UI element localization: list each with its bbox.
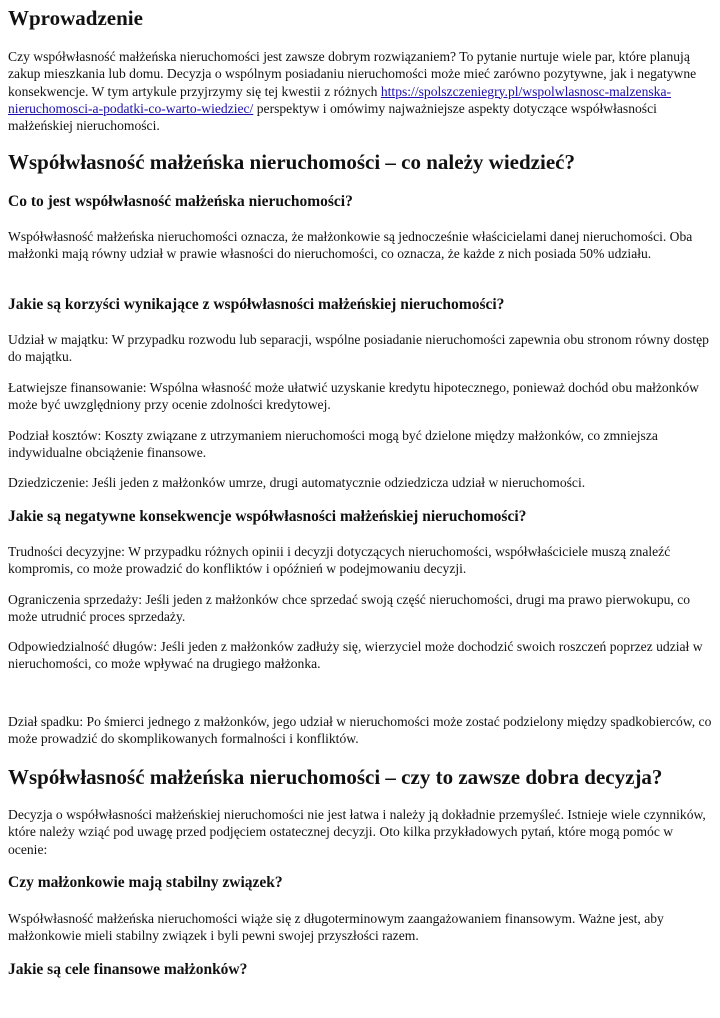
benefit-paragraph: Łatwiejsze finansowanie: Wspólna własność może ułatwić uzyskanie kredytu hipotecznego, ponieważ dochód obu małżonków może być uwzględniony przy ocenie zdolności kredytowej.	[8, 380, 699, 413]
sub3-heading: Jakie są negatywne konsekwencje współwłasności małżeńskiej nieruchomości?	[8, 508, 527, 525]
drawback-paragraph: Odpowiedzialność długów: Jeśli jeden z małżonków zadłuży się, wierzyciel może dochodzić swoich roszczeń poprzez udział w nieruchomości, co może wpływać na drugiego małżonka.	[8, 639, 703, 672]
drawback-paragraph: Trudności decyzyjne: W przypadku różnych opinii i decyzji dotyczących nieruchomości, współwłaściciele muszą znaleźć kompromis, co może prowadzić do konfliktów i opóźnień w podejmowaniu decyzji.	[8, 544, 671, 577]
sub1-paragraph: Współwłasność małżeńska nieruchomości oznacza, że małżonkowie są jednocześnie właścicielami danej nieruchomości. Oba małżonki mają równy udział w prawie własności do nieruchomości, co oznacza, że każde z nich posiada 50% udziału.	[8, 229, 693, 262]
benefit-paragraph: Udział w majątku: W przypadku rozwodu lub separacji, wspólne posiadanie nieruchomości zapewnia obu stronom równy dostęp do majątku.	[8, 332, 709, 365]
q1-paragraph: Współwłasność małżeńska nieruchomości wiąże się z długoterminowym zaangażowaniem finansowym. Ważne jest, aby małżonkowie mieli stabilny związek i byli pewni swojej przyszłości razem.	[8, 911, 664, 944]
article-link[interactable]: https://spolszczeniegry.pl/wspolwlasnosc-malzenska-nieruchomosci-a-podatki-co-warto-wiedziec/	[8, 83, 672, 116]
intro-heading: Wprowadzenie	[8, 6, 143, 30]
section1-heading: Współwłasność małżeńska nieruchomości – co należy wiedzieć?	[8, 150, 575, 174]
section2-paragraph: Decyzja o współwłasności małżeńskiej nieruchomości nie jest łatwa i należy ją dokładnie przemyśleć. Istnieje wiele czynników, które należy wziąć pod uwagę przed podjęciem ostatecznej decyzji. Oto kilka przykładowych pytań, które mogą pomóc w ocenie:	[8, 807, 706, 857]
q1-heading: Czy małżonkowie mają stabilny związek?	[8, 874, 283, 891]
drawback-paragraph: Dział spadku: Po śmierci jednego z małżonków, jego udział w nieruchomości może zostać podzielony między spadkobierców, co może prowadzić do skomplikowanych formalności i konfliktów.	[8, 714, 712, 747]
benefit-paragraph: Podział kosztów: Koszty związane z utrzymaniem nieruchomości mogą być dzielone między małżonków, co zmniejsza indywidualne obciążenie finansowe.	[8, 428, 658, 461]
intro-paragraph	[8, 48, 714, 134]
drawback-paragraph: Ograniczenia sprzedaży: Jeśli jeden z małżonków chce sprzedać swoją część nieruchomości, drugi ma prawo pierwokupu, co może utrudnić proces sprzedaży.	[8, 592, 691, 625]
intro-text: Czy współwłasność małżeńska nieruchomości jest zawsze dobrym rozwiązaniem? To pytanie nurtuje wiele par, które planują zakup mieszkania lub domu. Decyzja o wspólnym posiadaniu nieruchomości może mieć zarówno pozytywne, jak i negatywne konsekwencje. W tym artykule przyjrzymy się tej kwestii z różnych	[8, 49, 697, 99]
intro-text-end: perspektyw i omówimy najważniejsze aspekty dotyczące współwłasności małżeńskiej nieruchomości.	[8, 100, 657, 134]
benefit-paragraph: Dziedziczenie: Jeśli jeden z małżonków umrze, drugi automatycznie odziedzicza udział w nieruchomości.	[8, 475, 586, 490]
sub1-heading: Co to jest współwłasność małżeńska nieruchomości?	[8, 193, 353, 210]
sub2-heading: Jakie są korzyści wynikające z współwłasności małżeńskiej nieruchomości?	[8, 296, 505, 313]
section2-heading: Współwłasność małżeńska nieruchomości – czy to zawsze dobra decyzja?	[8, 765, 663, 789]
q2-heading: Jakie są cele finansowe małżonków?	[8, 961, 248, 978]
